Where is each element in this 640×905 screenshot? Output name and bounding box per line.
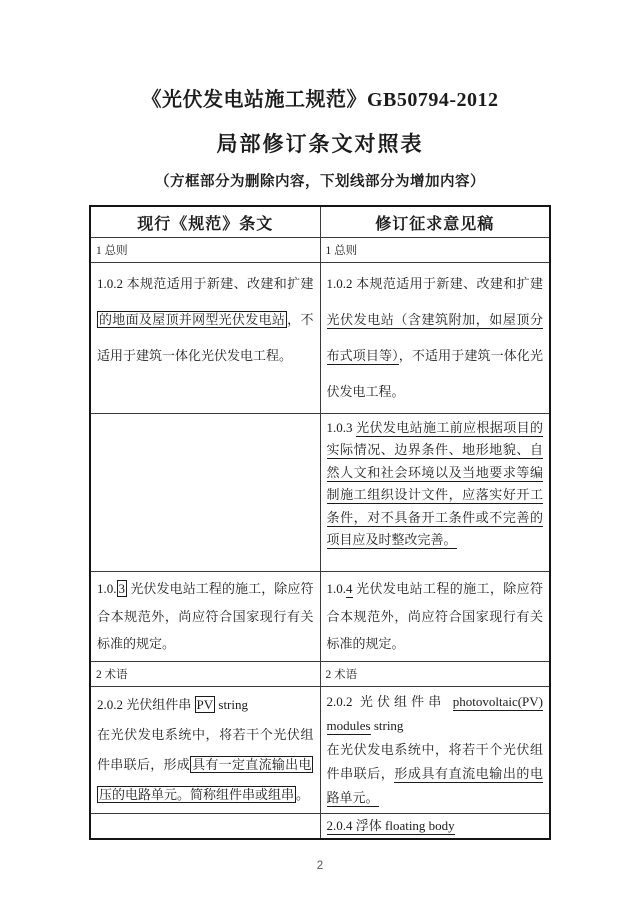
doc-title: 《光伏发电站施工规范》GB50794-2012	[141, 89, 499, 111]
text-run: 光伏发电站工程的施工，除应符合本规范外，尚应符合国家现行有关标准的规定。	[97, 581, 314, 651]
deleted-text: 的地面及屋顶并网型光伏发电站	[99, 312, 286, 327]
legend-note: （方框部分为删除内容，下划线部分为增加内容）	[155, 174, 485, 190]
cell-clause202-current	[90, 686, 320, 813]
table-row-section-2	[90, 661, 550, 686]
cell-clause103new-revised	[320, 414, 550, 572]
added-text: 光伏发电站（含建筑附加，如屋顶分布式项目等）	[326, 312, 543, 363]
revision-comparison-table	[89, 205, 551, 840]
table-row-clause-1-0-2	[90, 263, 550, 414]
added-text: 2.0.4 浮体 floating body	[326, 817, 455, 833]
doc-subtitle: 局部修订条文对照表	[216, 132, 424, 156]
deleted-text: 3	[118, 581, 125, 596]
cell-clause103-revised	[320, 572, 550, 662]
text-run: ，不适用于建筑一体化光伏发电工程。	[326, 348, 543, 399]
text-run: 2.0.2 光伏组件串	[326, 693, 453, 709]
table-header-row	[90, 206, 550, 238]
text-run: ，不适用于建筑一体化光伏发电工程。	[97, 312, 314, 363]
cell-section2-current: 2 术语	[90, 661, 320, 686]
table-row-clause-1-0-3-new	[90, 414, 550, 572]
cell-section1-current: 1 总则	[90, 238, 320, 263]
text-run: 光伏发电站工程的施工，除应符合本规范外，尚应符合国家现行有关标准的规定。	[326, 581, 543, 651]
text-run: 。	[296, 786, 310, 802]
cell-clause103-current	[90, 572, 320, 662]
definition-line	[327, 738, 544, 810]
definition-line	[97, 720, 314, 810]
cell-clause103new-current-empty	[90, 414, 320, 572]
cell-clause204-current-empty	[90, 813, 320, 839]
col-header-current-code: 现行《规范》条文	[90, 206, 320, 238]
col-header-revised-draft: 修订征求意见稿	[320, 206, 550, 238]
table-row-clause-1-0-3	[90, 572, 550, 662]
added-text: photovoltaic(PV) modules	[326, 693, 543, 733]
added-text: 光伏发电站施工前应根据项目的实际情况、边界条件、地形地貌、自然人文和社会环境以及当地要求等编制施工组织设计文件，应落实好开工条件，对不具备开工条件或不完善的项目应及时整改完善。	[326, 420, 543, 548]
text-run: string	[370, 717, 404, 733]
text-run: 1.0.2 本规范适用于新建、改建和扩建	[326, 276, 543, 291]
cell-clause102-current	[90, 263, 320, 414]
cell-section2-revised: 2 术语	[320, 661, 550, 686]
text-run: 1.0.3	[326, 420, 357, 435]
page-number: 2	[316, 859, 324, 872]
cell-clause202-revised	[320, 686, 550, 813]
text-run: 2.0.2 光伏组件串	[97, 696, 195, 712]
text-run: 在光伏发电系统中，将若干个光伏组件串联后，	[326, 741, 543, 781]
text-run: 1.0.	[97, 581, 117, 596]
cell-clause102-revised	[320, 263, 550, 414]
added-text: 4	[346, 581, 353, 596]
table-row-clause-2-0-4	[90, 813, 550, 839]
deleted-text: PV	[196, 696, 214, 712]
text-run: 在光伏发电系统中，将若干个光伏组件串联后，形成	[97, 726, 314, 772]
text-run: 1.0.2 本规范适用于新建、改建和扩建	[97, 276, 314, 291]
deleted-text: 具有一定直流输出电压的电路单元。简称组件串或组串	[99, 756, 312, 802]
term-line	[97, 690, 314, 720]
table-row-section-1	[90, 238, 550, 263]
text-run: string	[215, 696, 249, 712]
added-text: 形成具有直流电输出的电路单元。	[326, 765, 543, 805]
text-run: 1.0.	[326, 581, 346, 596]
table-row-clause-2-0-2	[90, 686, 550, 813]
term-line	[327, 690, 544, 738]
cell-section1-revised: 1 总则	[320, 238, 550, 263]
cell-clause204-revised	[320, 813, 550, 839]
